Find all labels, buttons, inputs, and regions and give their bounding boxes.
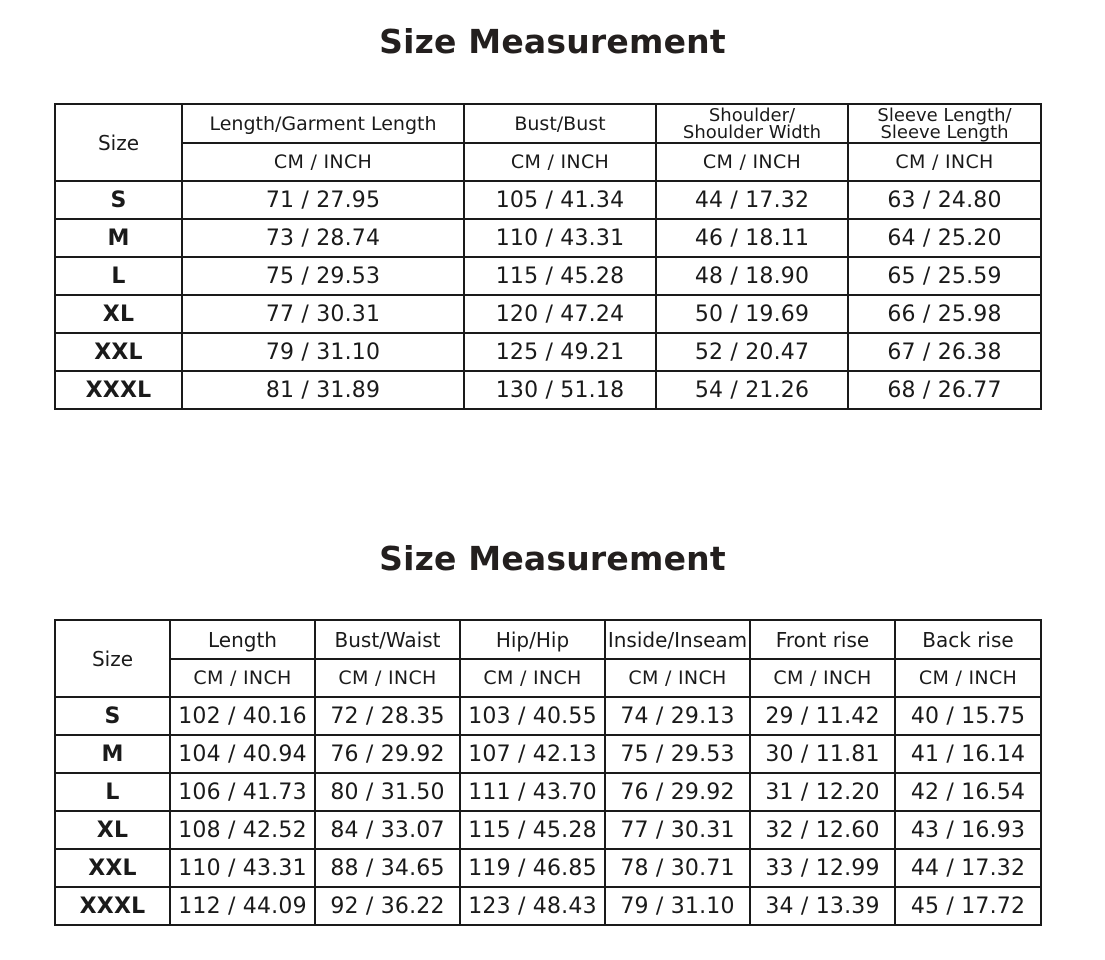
- measurement-cell: 77 / 30.31: [605, 811, 750, 849]
- table-row: [55, 371, 1041, 409]
- unit-header: CM / INCH: [315, 659, 460, 697]
- measurement-cell: 79 / 31.10: [182, 333, 464, 371]
- measurement-cell: 110 / 43.31: [170, 849, 315, 887]
- top-size-table: [54, 103, 1042, 410]
- measurement-cell: 112 / 44.09: [170, 887, 315, 925]
- measurement-cell: 42 / 16.54: [895, 773, 1041, 811]
- measurement-cell: 43 / 16.93: [895, 811, 1041, 849]
- column-header-bust-waist: Bust/Waist: [315, 620, 460, 659]
- table-row: [55, 849, 1041, 887]
- table-row: [55, 811, 1041, 849]
- size-label: M: [55, 735, 170, 773]
- bottom-size-table: [54, 619, 1042, 926]
- measurement-cell: 110 / 43.31: [464, 219, 656, 257]
- measurement-cell: 40 / 15.75: [895, 697, 1041, 735]
- size-label: XL: [55, 811, 170, 849]
- unit-header: CM / INCH: [460, 659, 605, 697]
- unit-header: CM / INCH: [656, 143, 848, 181]
- measurement-cell: 106 / 41.73: [170, 773, 315, 811]
- column-header-inseam: Inside/Inseam: [605, 620, 750, 659]
- measurement-cell: 119 / 46.85: [460, 849, 605, 887]
- top-table-title: Size Measurement: [379, 22, 726, 61]
- measurement-cell: 76 / 29.92: [315, 735, 460, 773]
- measurement-cell: 44 / 17.32: [656, 181, 848, 219]
- table-row: [55, 333, 1041, 371]
- size-label: L: [55, 773, 170, 811]
- size-label: S: [55, 697, 170, 735]
- measurement-cell: 88 / 34.65: [315, 849, 460, 887]
- table-row: [55, 181, 1041, 219]
- table-row: [55, 295, 1041, 333]
- measurement-cell: 46 / 18.11: [656, 219, 848, 257]
- size-label: S: [55, 181, 182, 219]
- measurement-cell: 65 / 25.59: [848, 257, 1041, 295]
- size-label: XL: [55, 295, 182, 333]
- column-header-hip: Hip/Hip: [460, 620, 605, 659]
- column-header-sleeve: Sleeve Length/ Sleeve Length: [848, 104, 1041, 143]
- measurement-cell: 71 / 27.95: [182, 181, 464, 219]
- column-header-front-rise: Front rise: [750, 620, 895, 659]
- measurement-cell: 50 / 19.69: [656, 295, 848, 333]
- table-row: [55, 257, 1041, 295]
- measurement-cell: 75 / 29.53: [182, 257, 464, 295]
- measurement-cell: 74 / 29.13: [605, 697, 750, 735]
- measurement-cell: 68 / 26.77: [848, 371, 1041, 409]
- measurement-cell: 102 / 40.16: [170, 697, 315, 735]
- size-label: L: [55, 257, 182, 295]
- measurement-cell: 84 / 33.07: [315, 811, 460, 849]
- measurement-cell: 77 / 30.31: [182, 295, 464, 333]
- measurement-cell: 104 / 40.94: [170, 735, 315, 773]
- unit-header: CM / INCH: [895, 659, 1041, 697]
- measurement-cell: 130 / 51.18: [464, 371, 656, 409]
- size-label: XXL: [55, 333, 182, 371]
- unit-header: CM / INCH: [605, 659, 750, 697]
- column-header-length: Length: [170, 620, 315, 659]
- measurement-cell: 81 / 31.89: [182, 371, 464, 409]
- measurement-cell: 125 / 49.21: [464, 333, 656, 371]
- measurement-cell: 67 / 26.38: [848, 333, 1041, 371]
- measurement-cell: 75 / 29.53: [605, 735, 750, 773]
- table-row: [55, 697, 1041, 735]
- bottom-table-title: Size Measurement: [379, 539, 726, 578]
- table-row: [55, 735, 1041, 773]
- measurement-cell: 63 / 24.80: [848, 181, 1041, 219]
- measurement-cell: 108 / 42.52: [170, 811, 315, 849]
- column-header-shoulder: Shoulder/ Shoulder Width: [656, 104, 848, 143]
- measurement-cell: 111 / 43.70: [460, 773, 605, 811]
- column-header-back-rise: Back rise: [895, 620, 1041, 659]
- unit-header: CM / INCH: [464, 143, 656, 181]
- measurement-cell: 52 / 20.47: [656, 333, 848, 371]
- measurement-cell: 41 / 16.14: [895, 735, 1041, 773]
- measurement-cell: 29 / 11.42: [750, 697, 895, 735]
- measurement-cell: 73 / 28.74: [182, 219, 464, 257]
- size-label: M: [55, 219, 182, 257]
- size-column-header: Size: [55, 104, 182, 181]
- table-row: [55, 773, 1041, 811]
- table-row: [55, 887, 1041, 925]
- measurement-cell: 103 / 40.55: [460, 697, 605, 735]
- measurement-cell: 31 / 12.20: [750, 773, 895, 811]
- measurement-cell: 107 / 42.13: [460, 735, 605, 773]
- measurement-cell: 115 / 45.28: [464, 257, 656, 295]
- column-header-bust: Bust/Bust: [464, 104, 656, 143]
- measurement-cell: 72 / 28.35: [315, 697, 460, 735]
- unit-header: CM / INCH: [750, 659, 895, 697]
- measurement-cell: 123 / 48.43: [460, 887, 605, 925]
- measurement-cell: 78 / 30.71: [605, 849, 750, 887]
- unit-header: CM / INCH: [848, 143, 1041, 181]
- measurement-cell: 79 / 31.10: [605, 887, 750, 925]
- measurement-cell: 45 / 17.72: [895, 887, 1041, 925]
- column-header-length: Length/Garment Length: [182, 104, 464, 143]
- measurement-cell: 44 / 17.32: [895, 849, 1041, 887]
- unit-header: CM / INCH: [182, 143, 464, 181]
- measurement-cell: 33 / 12.99: [750, 849, 895, 887]
- unit-header: CM / INCH: [170, 659, 315, 697]
- measurement-cell: 34 / 13.39: [750, 887, 895, 925]
- measurement-cell: 64 / 25.20: [848, 219, 1041, 257]
- measurement-cell: 92 / 36.22: [315, 887, 460, 925]
- table-row: [55, 219, 1041, 257]
- measurement-cell: 76 / 29.92: [605, 773, 750, 811]
- size-label: XXXL: [55, 371, 182, 409]
- measurement-cell: 32 / 12.60: [750, 811, 895, 849]
- size-label: XXL: [55, 849, 170, 887]
- measurement-cell: 120 / 47.24: [464, 295, 656, 333]
- measurement-cell: 54 / 21.26: [656, 371, 848, 409]
- measurement-cell: 48 / 18.90: [656, 257, 848, 295]
- measurement-cell: 115 / 45.28: [460, 811, 605, 849]
- measurement-cell: 30 / 11.81: [750, 735, 895, 773]
- size-column-header: Size: [55, 620, 170, 697]
- measurement-cell: 80 / 31.50: [315, 773, 460, 811]
- size-label: XXXL: [55, 887, 170, 925]
- measurement-cell: 66 / 25.98: [848, 295, 1041, 333]
- measurement-cell: 105 / 41.34: [464, 181, 656, 219]
